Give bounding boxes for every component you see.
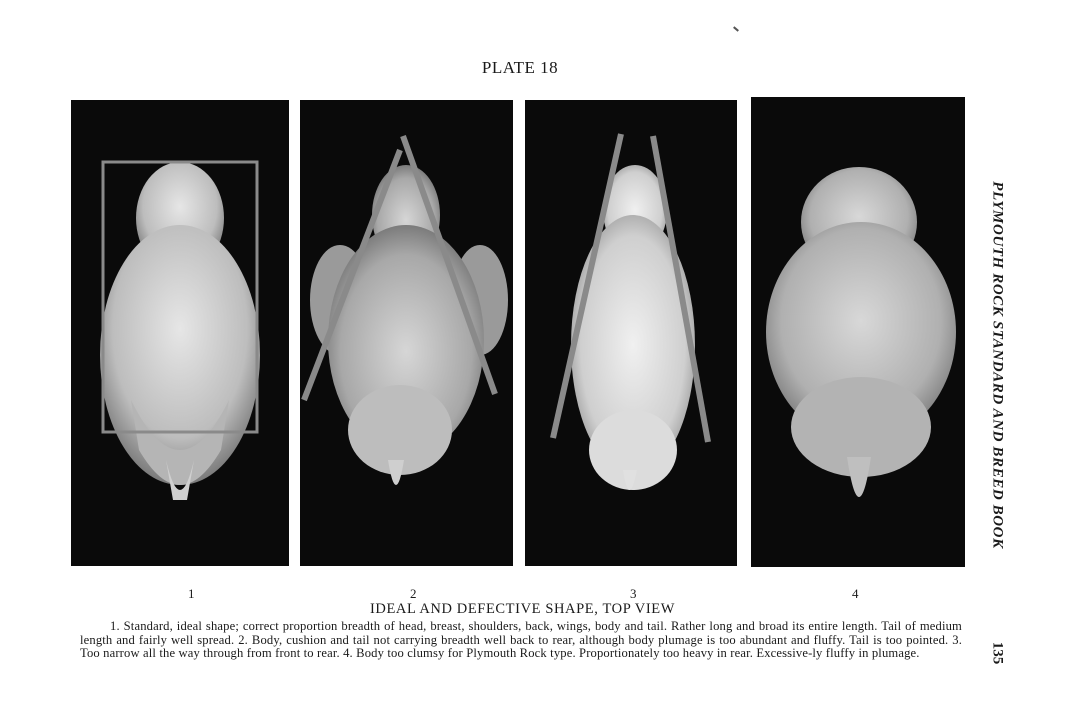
figure-number-2: 2 [410,586,417,601]
page-number-text: 135 [989,641,1006,665]
bird-top-view-2 [300,100,513,566]
figure-number-3: 3 [630,586,637,601]
caption-title: IDEAL AND DEFECTIVE SHAPE, TOP VIEW [369,601,676,617]
plate-title: PLATE 18 [481,58,559,77]
paper-speck [733,26,739,31]
figure-number-4: 4 [852,586,859,601]
caption-text: 1. Standard, ideal shape; correct proportion breadth of head, breast, shoulders, back, wings, body and tail. Rather long and broad its entire length. Tail of medium length and fairly well spread. 2. Body, cushion and tail not carrying breadth well back to rear, although body plumage is too abundant and fluffy. Tail is too pointed. 3. Too narrow all the way through from front to rear. 4. Body too clumsy for Plymouth Rock type. Proportionately too heavy in rear. Excessive-ly fluffy in plumage. [80,619,962,661]
photo-figure-2 [300,100,513,566]
running-head-text: PLYMOUTH ROCK STANDARD AND BREED BOOK [989,181,1006,549]
photo-figure-3 [525,100,737,566]
figure-number-1: 1 [188,586,195,601]
bird-top-view-3 [525,100,737,566]
photo-figure-4 [751,97,965,567]
photo-figure-1 [71,100,289,566]
bird-top-view-4 [751,97,965,567]
bird-top-view-1 [71,100,289,566]
